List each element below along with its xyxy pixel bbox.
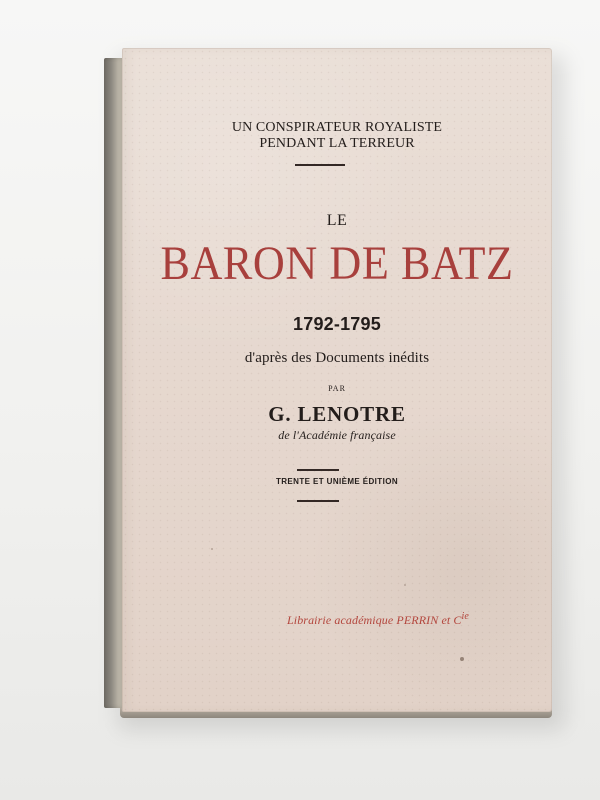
- title-article: LE: [326, 212, 348, 229]
- book-cover: [122, 48, 552, 712]
- edition-label: TRENTE ET UNIÈME ÉDITION: [275, 477, 399, 486]
- middle-rule: [297, 469, 339, 471]
- book-spine: [104, 58, 124, 708]
- paper-speck: [404, 584, 406, 586]
- publisher-text: Librairie académique PERRIN et C: [287, 613, 462, 627]
- series-line-2: PENDANT LA TERREUR: [259, 136, 415, 151]
- publisher-superscript: ie: [461, 611, 469, 622]
- top-rule: [295, 164, 345, 166]
- publisher-line: [287, 611, 487, 628]
- author-name: G. LENOTRE: [268, 402, 406, 426]
- title-years: 1792-1795: [293, 314, 381, 334]
- series-line-1: UN CONSPIRATEUR ROYALISTE: [231, 120, 443, 135]
- bottom-rule: [297, 500, 339, 502]
- paper-speck: [460, 657, 464, 661]
- book-title: BARON DE BATZ: [160, 237, 514, 290]
- paper-speck: [211, 548, 213, 550]
- book: [104, 48, 552, 716]
- author-affiliation: de l'Académie française: [278, 428, 396, 442]
- subtitle: d'après des Documents inédits: [244, 350, 430, 366]
- by-label: PAR: [328, 384, 346, 393]
